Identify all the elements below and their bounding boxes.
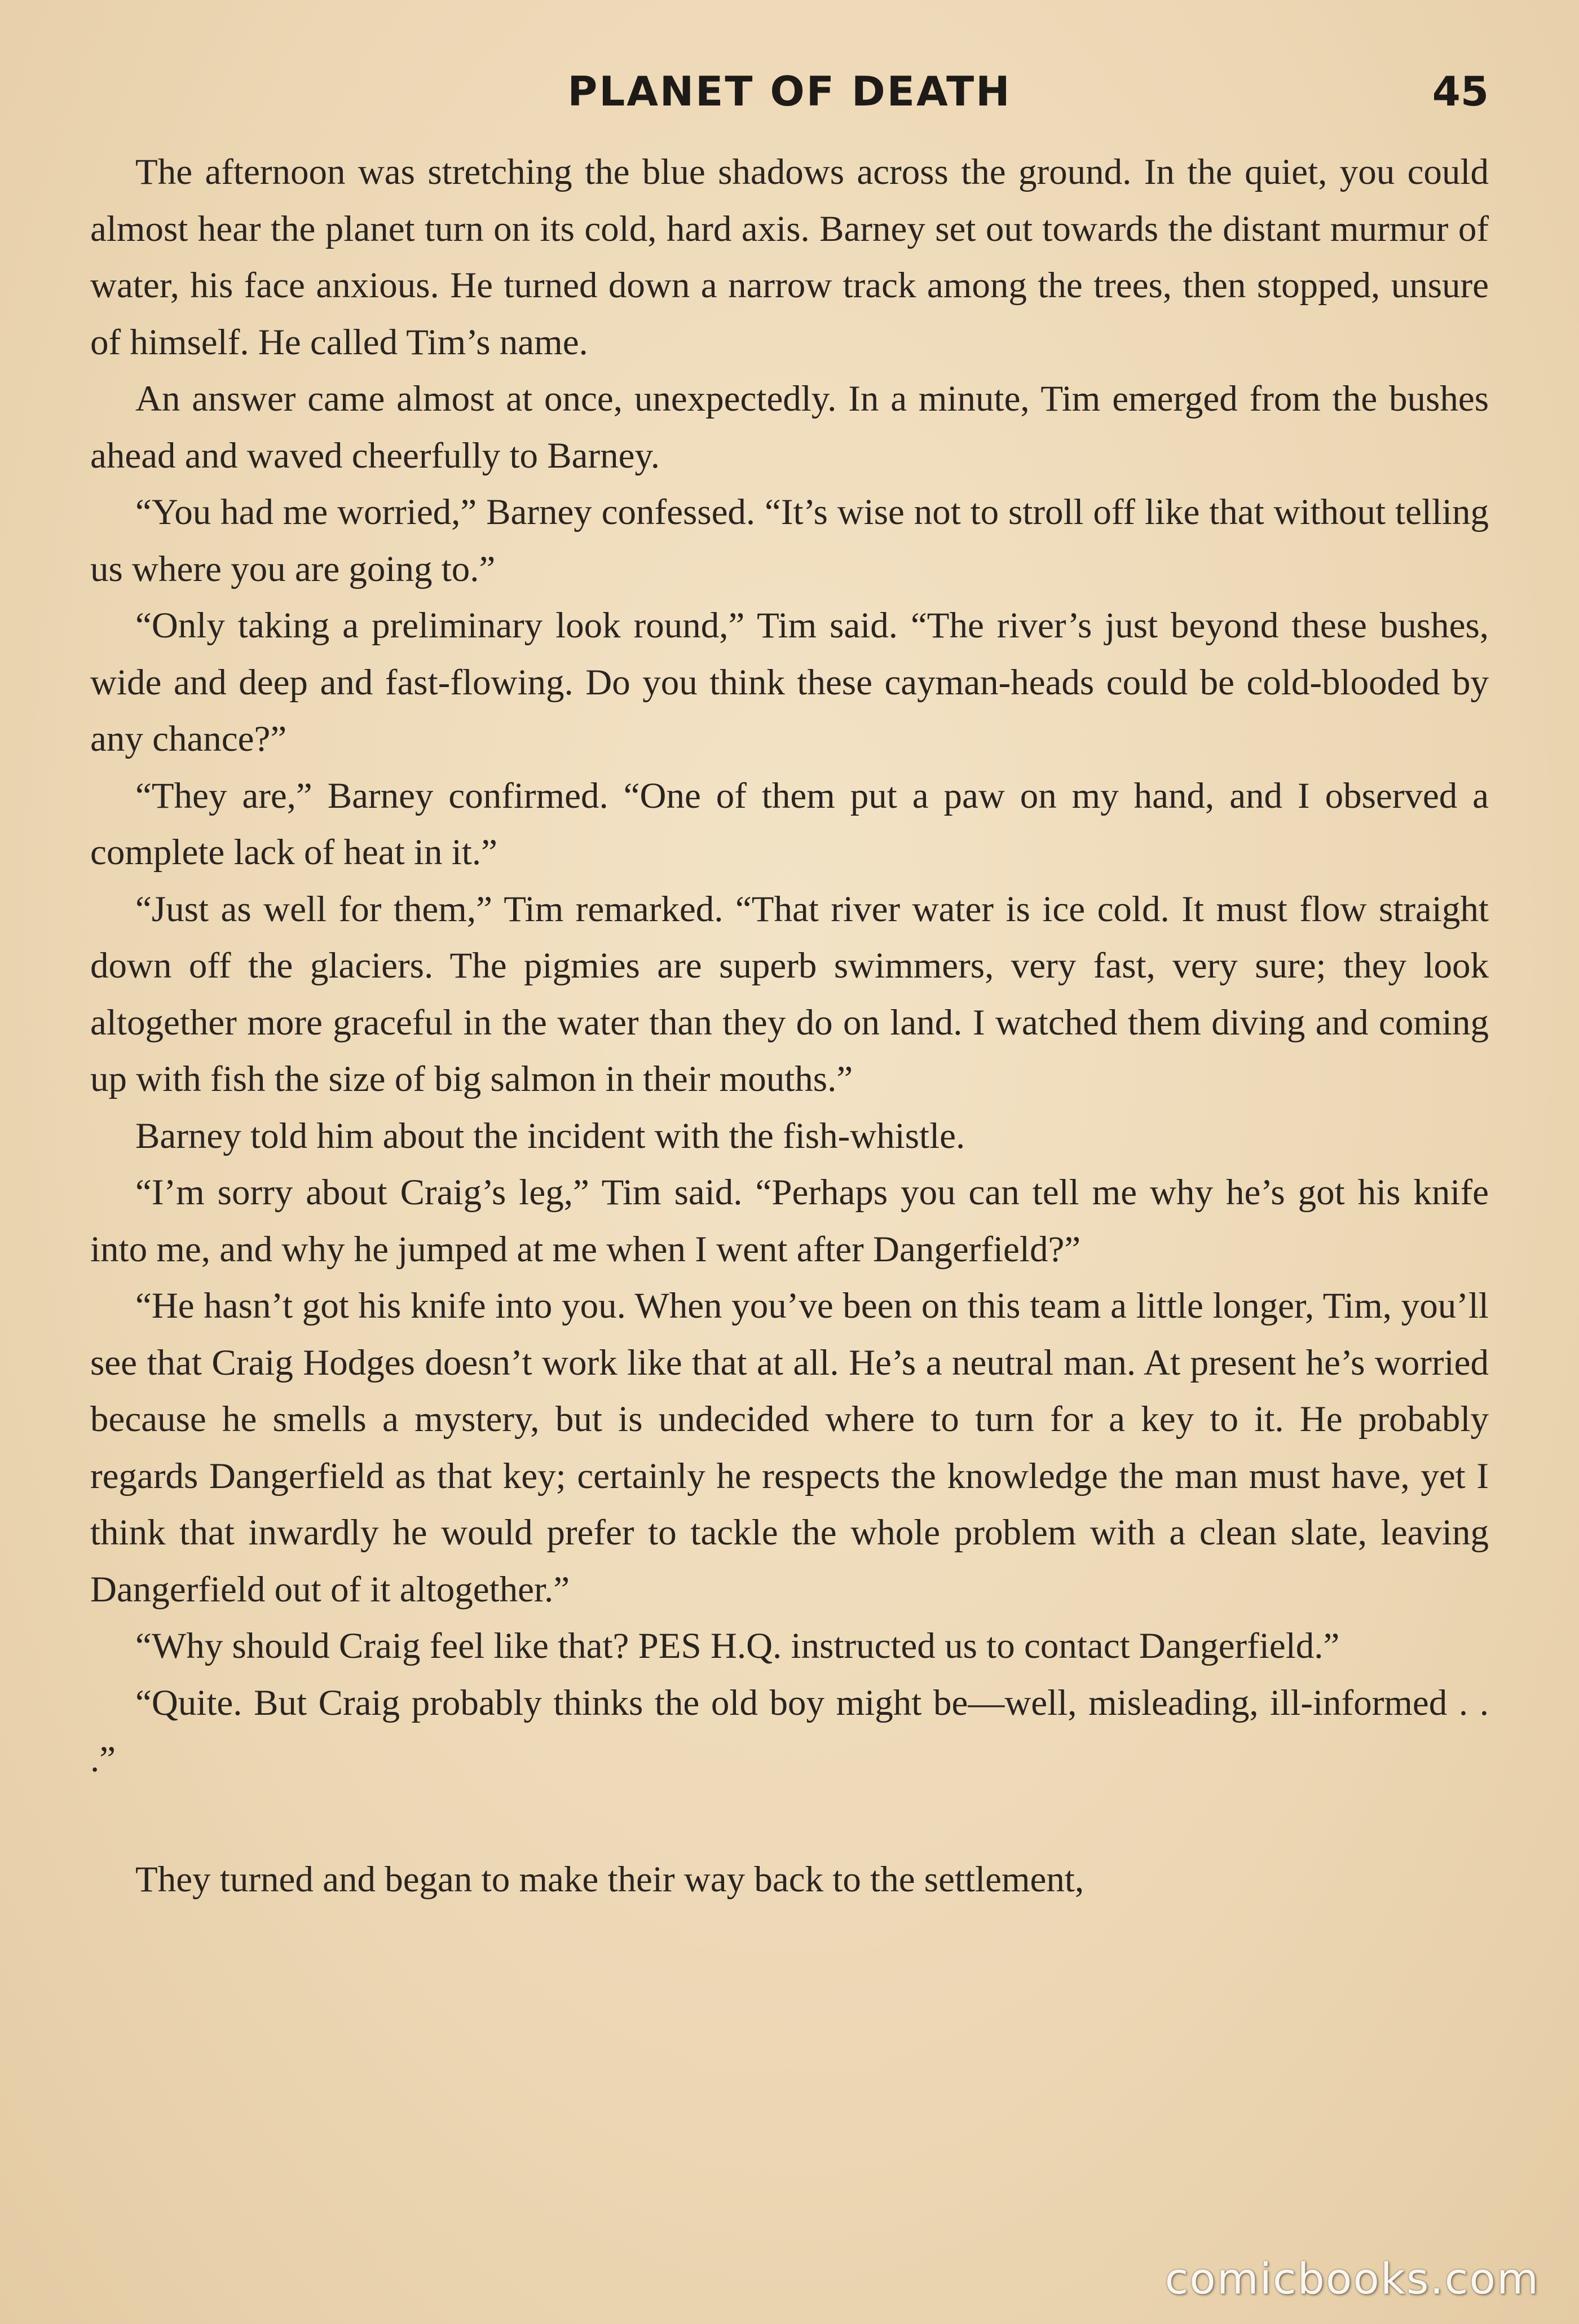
paragraph: “You had me worried,” Barney confessed. “It’s wise not to stroll off like that without telling us where you are going to.” [90,492,1489,589]
paragraph: “I’m sorry about Craig’s leg,” Tim said. “Perhaps you can tell me why he’s got his knife into me, and why he jumped at me when I went after Dangerfield?” [90,1172,1489,1270]
paragraph: “Only taking a preliminary look round,” Tim said. “The river’s just beyond these bushes, wide and deep and fast-flowing. Do you think these cayman-heads could be cold-blooded by any chance?” [90,605,1489,759]
watermark-text: comicbooks.com [1165,2253,1540,2304]
paragraph: “They are,” Barney confirmed. “One of them put a paw on my hand, and I observed a complete lack of heat in it.” [90,775,1489,873]
page-title: PLANET OF DEATH [567,68,1012,115]
paragraph: An answer came almost at once, unexpectedly. In a minute, Tim emerged from the bushes ahead and waved cheerfully to Barney. [90,378,1489,476]
paragraph: Barney told him about the incident with the fish-whistle. [135,1115,965,1156]
running-head [90,68,1489,130]
paragraph: “He hasn’t got his knife into you. When you’ve been on this team a little longer, Tim, you’ll see that Craig Hodges doesn’t work like that at all. He’s a neutral man. At present he’s worried because he smells a mystery, but is undecided where to turn for a key to it. He probably regards Dangerfield as that key; certainly he respects the knowledge the man must have, yet I think that inwardly he would prefer to tackle the whole problem with a clean slate, leaving Dangerfield out of it altogether.” [90,1286,1489,1610]
paragraph: “Just as well for them,” Tim remarked. “That river water is ice cold. It must flow straight down off the glaciers. The pigmies are superb swimmers, very fast, very sure; they look altogether more graceful in the water than they do on land. I watched them diving and coming up with fish the size of big salmon in their mouths.” [90,888,1489,1099]
paragraph: “Quite. But Craig probably thinks the old boy might be—well, misleading, ill-informed . . .” [90,1682,1489,1780]
page-number: 45 [1432,68,1489,115]
paragraph: They turned and began to make their way back to the settlement, [135,1859,1084,1900]
text-body [90,144,1489,1908]
paragraph: The afternoon was stretching the blue shadows across the ground. In the quiet, you could almost hear the planet turn on its cold, hard axis. Barney set out towards the distant murmur of water, his face anxious. He turned down a narrow track among the trees, then stopped, unsure of himself. He called Tim’s name. [90,152,1489,363]
paragraph: “Why should Craig feel like that? PES H.Q. instructed us to contact Dangerfield.” [135,1626,1340,1666]
